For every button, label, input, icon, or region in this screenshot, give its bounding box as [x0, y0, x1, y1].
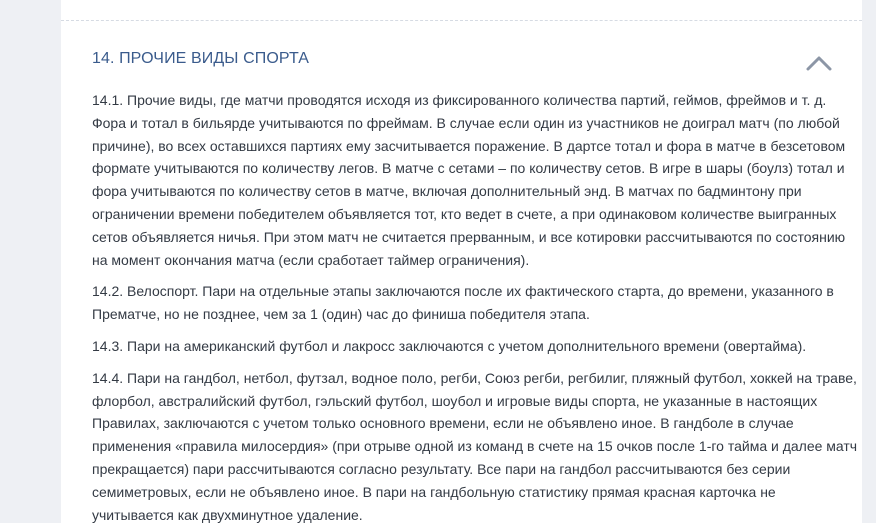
- rules-card: [61, 0, 862, 523]
- section-title[interactable]: 14. ПРОЧИЕ ВИДЫ СПОРТА: [92, 50, 310, 67]
- rule-14-3: 14.3. Пари на американский футбол и лакросс заключаются с учетом дополнительного времени (овертайма).: [92, 337, 807, 354]
- chevron-up-icon[interactable]: [805, 54, 833, 72]
- section-content: [92, 89, 858, 523]
- rule-14-4: 14.4. Пари на гандбол, нетбол, футзал, водное поло, регби, Союз регби, регбилиг, пляжный футбол, хоккей на траве, флорбол, австралийский футбол, гэльский футбол, шоубол и игровые виды спорта, не указанные в настоящих Правилах, заключаются с учетом только основного времени, если не объявлено иное. В гандболе в случае применения «правила милосердия» (при отрыве одной из команд в счете на 15 очков после 1-го тайма и далее матч прекращается) пари рассчитываются согласно результату. Все пари на гандбол рассчитываются без серии семиметровых, если не объявлено иное. В пари на гандбольную статистику прямая красная карточка не учитывается как двухминутное удаление.: [92, 369, 858, 523]
- rule-14-2: 14.2. Велоспорт. Пари на отдельные этапы заключаются после их фактического старта, до времени, указанного в Прематче, но не позднее, чем за 1 (один) час до финиша победителя этапа.: [92, 283, 834, 323]
- section-divider: [61, 20, 862, 21]
- rule-14-1: 14.1. Прочие виды, где матчи проводятся исходя из фиксированного количества партий, геймов, фреймов и т. д. Фора и тотал в бильярде учитываются по фреймам. В случае если один из участников не доиграл матч (по любой причине), во всех оставшихся партиях ему засчитывается поражение. В дартсе тотал и фора в матче в безсетовом формате учитываются по количеству легов. В матче с сетами – по количеству сетов. В игре в шары (боулз) тотал и фора учитываются по количеству сетов в матче, включая дополнительный энд. В матчах по бадминтону при ограничении времени победителем объявляется тот, кто ведет в счете, а при одинаковом количестве выигранных сетов объявляется ничья. При этом матч не считается прерванным, и все котировки рассчитываются по состоянию на момент окончания матча (если сработает таймер ограничения).: [92, 92, 846, 268]
